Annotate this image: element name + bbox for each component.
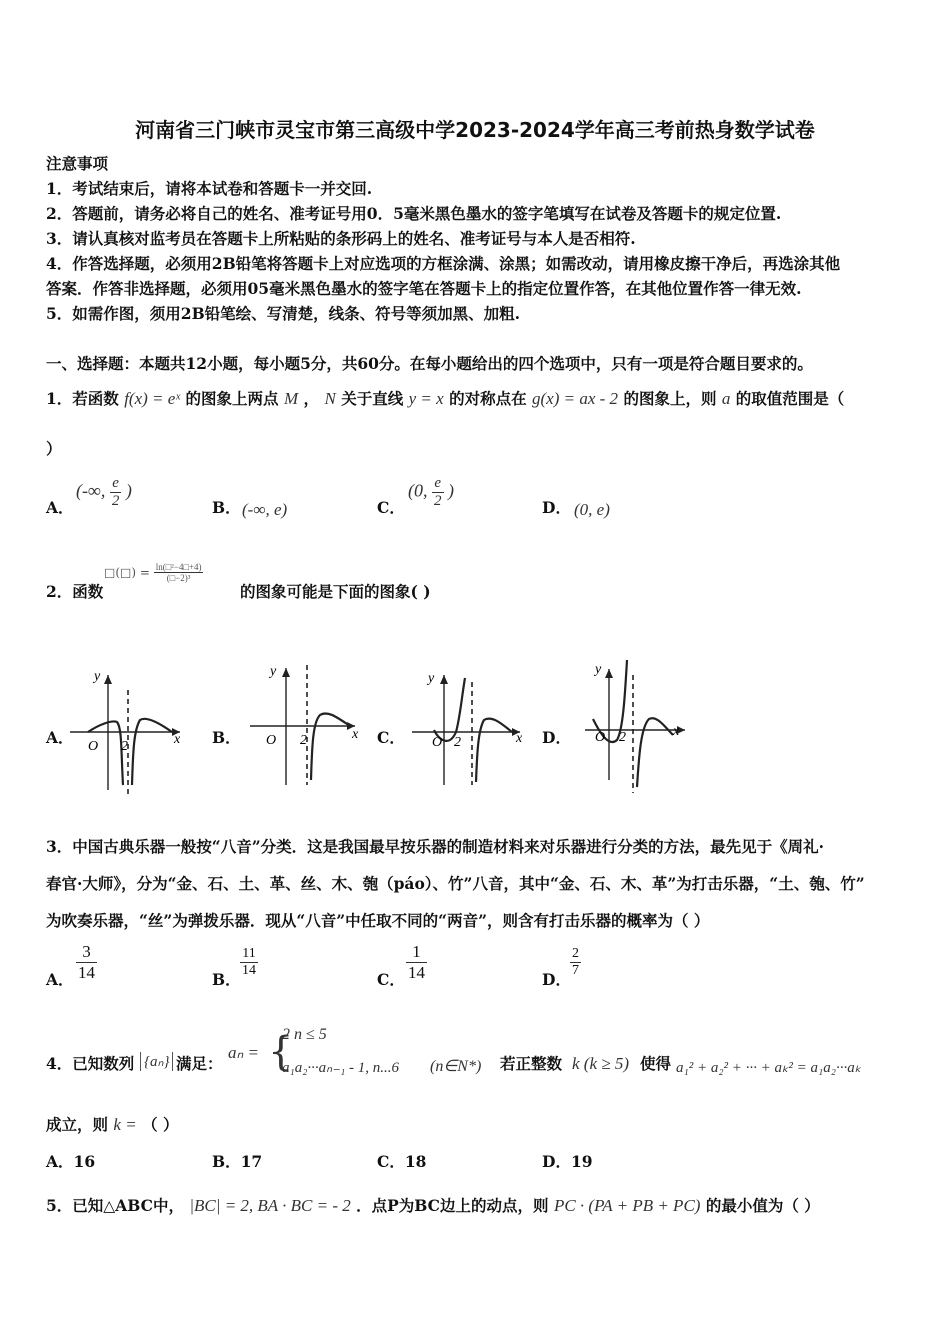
q2-function: □(□) = $\frac{\text{ln(□²−4□+4)}}{\text{(□−2)³}}$ xyxy=(104,562,202,583)
question-3-line2: 春官·大师》，分为“金、石、土、革、丝、木、匏（páo）、竹”八音，其中“金、石、木、革”为打击乐器，“土、匏、竹” xyxy=(46,874,865,893)
question-5: 5．已知△ABC中， |BC| = 2, BA · BC = - 2 ．点P为BC边上的动点，则 PC · (PA + PB + PC) 的最小值为（ ） xyxy=(46,1196,820,1215)
q4-k: k (k ≥ 5) xyxy=(572,1054,629,1073)
y-axis-arrow-icon xyxy=(440,675,448,684)
y-axis-arrow-icon xyxy=(282,668,290,677)
q4-option-b: B．17 xyxy=(212,1152,263,1171)
origin-label: O xyxy=(88,739,99,754)
axis-y-label: y xyxy=(595,662,602,677)
question-3-line3: 为吹奏乐器，“丝”为弹拨乐器．现从“八音”中任取不同的“两音”，则含有打击乐器的概率为（ ） xyxy=(46,911,710,930)
page-title: 河南省三门峡市灵宝市第三高级中学2023-2024学年高三考前热身数学试卷 xyxy=(135,118,815,142)
notice-item: 3．请认真核对监考员在答题卡上所粘贴的条形码上的姓名、准考证号与本人是否相符. xyxy=(46,229,636,248)
q2-option-c-label: C． xyxy=(377,728,405,747)
section-heading: 一、选择题：本题共12小题，每小题5分，共60分。在每小题给出的四个选项中，只有一项是符合题目要求的。 xyxy=(46,354,813,373)
q4-condition: (n∈N*) xyxy=(430,1058,482,1075)
q2-option-a-label: A． xyxy=(46,728,74,747)
q2-graph-c xyxy=(412,660,532,790)
axis-y-label: y xyxy=(428,671,435,686)
q4-sequence: {aₙ} xyxy=(140,1052,173,1071)
y-axis-arrow-icon xyxy=(104,675,112,684)
q2-graph-a xyxy=(70,660,190,800)
tick-label: 2 xyxy=(454,735,461,750)
q4-equation: a₁² + a₂² + ··· + aₖ² = a₁a₂···aₖ xyxy=(676,1060,862,1076)
q2-graph-d xyxy=(585,655,705,795)
q1-option-a-label: A． xyxy=(46,498,74,517)
curve-right xyxy=(476,719,512,782)
q3-option-d: $\frac{2}{7}$ xyxy=(572,946,579,978)
q4-option-d: D．19 xyxy=(542,1152,593,1171)
q3-option-a-label: A． xyxy=(46,970,74,989)
question-1-close: ） xyxy=(46,439,62,458)
curve-right xyxy=(637,718,673,787)
q3-option-d-label: D． xyxy=(542,970,571,989)
axis-x-label: x xyxy=(516,731,523,746)
origin-label: O xyxy=(432,735,443,750)
q4-case-2: a₁a₂···aₙ₋₁ - 1, n...6 xyxy=(282,1060,400,1076)
q2-option-b-label: B． xyxy=(212,728,241,747)
notice-item: 答案．作答非选择题，必须用05毫米黑色墨水的签字笔在答题卡上的指定位置作答，在其他位置作答一律无效. xyxy=(46,279,802,298)
question-3-line1: 3．中国古典乐器一般按“八音”分类．这是我国最早按乐器的制造材料来对乐器进行分类的方法，最先见于《周礼· xyxy=(46,837,825,856)
tick-label: 2 xyxy=(121,739,128,754)
axis-y-label: y xyxy=(94,669,101,684)
q2-graph-b xyxy=(250,660,370,790)
q2-option-d-label: D． xyxy=(542,728,571,747)
question-2-suffix: 的图象可能是下面的图象( ) xyxy=(240,582,431,601)
q1-option-b-label: B． xyxy=(212,498,241,517)
notice-heading: 注意事项 xyxy=(46,154,109,173)
notice-item: 2．答题前，请务必将自己的姓名、准考证号用0．5毫米黑色墨水的签字笔填写在试卷及答题卡的规定位置. xyxy=(46,204,782,223)
q4-case-1: 2 n ≤ 5 xyxy=(282,1026,327,1043)
q1-option-d-label: D． xyxy=(542,498,571,517)
question-2: 2．函数 xyxy=(46,582,104,601)
q4-line2: 成立，则 k = （ ） xyxy=(46,1115,179,1134)
q1-option-c: (0, $\frac{e}{2}$ ) xyxy=(408,475,454,509)
notice-item: 1．考试结束后，请将本试卷和答题卡一并交回. xyxy=(46,179,373,198)
axis-y-label: y xyxy=(270,664,277,679)
axis-x-label: x xyxy=(673,724,680,739)
origin-label: O xyxy=(266,733,277,748)
notice-item: 4．作答选择题，必须用2B铅笔将答题卡上对应选项的方框涂满、涂黑；如需改动，请用橡皮擦干净后，再选涂其他 xyxy=(46,254,841,273)
q4-text-2: 若正整数 xyxy=(500,1054,563,1073)
axis-x-label: x xyxy=(352,727,359,742)
q1-option-d: (0, e) xyxy=(574,500,610,519)
q3-option-c: $\frac{1}{14}$ xyxy=(408,942,425,982)
curve-right xyxy=(311,713,350,780)
origin-label: O xyxy=(595,730,606,745)
q1-option-b: (-∞, e) xyxy=(242,500,288,519)
q3-option-a: $\frac{3}{14}$ xyxy=(78,942,95,982)
q3-option-b-label: B． xyxy=(212,970,241,989)
axis-x-label: x xyxy=(174,732,181,747)
q1-option-a: (-∞, $\frac{e}{2}$ ) xyxy=(76,475,132,509)
curve-right xyxy=(132,719,172,785)
q4-an: aₙ = xyxy=(228,1043,259,1062)
q4-option-a: A．16 xyxy=(46,1152,96,1171)
q3-option-b: $\frac{11}{14}$ xyxy=(242,946,256,978)
question-4-prefix: 4．已知数列 xyxy=(46,1054,135,1073)
q1-option-c-label: C． xyxy=(377,498,405,517)
notice-item: 5．如需作图，须用2B铅笔绘、写清楚，线条、符号等须加黑、加粗. xyxy=(46,304,521,323)
q3-option-c-label: C． xyxy=(377,970,405,989)
q4-text-3: 使得 xyxy=(640,1054,672,1073)
tick-label: 2 xyxy=(619,730,626,745)
question-1: 1．若函数 f(x) = eˣ 的图象上两点 M ， N 关于直线 y = x 的对称点在 g(x) = ax - 2 的图象上，则 a 的取值范围是（ xyxy=(46,389,845,408)
q4-option-c: C．18 xyxy=(377,1152,427,1171)
q4-text-1: 满足： xyxy=(176,1054,223,1073)
q4-brace-icon: { xyxy=(268,1029,294,1075)
tick-label: 2 xyxy=(300,733,307,748)
y-axis-arrow-icon xyxy=(605,669,613,678)
